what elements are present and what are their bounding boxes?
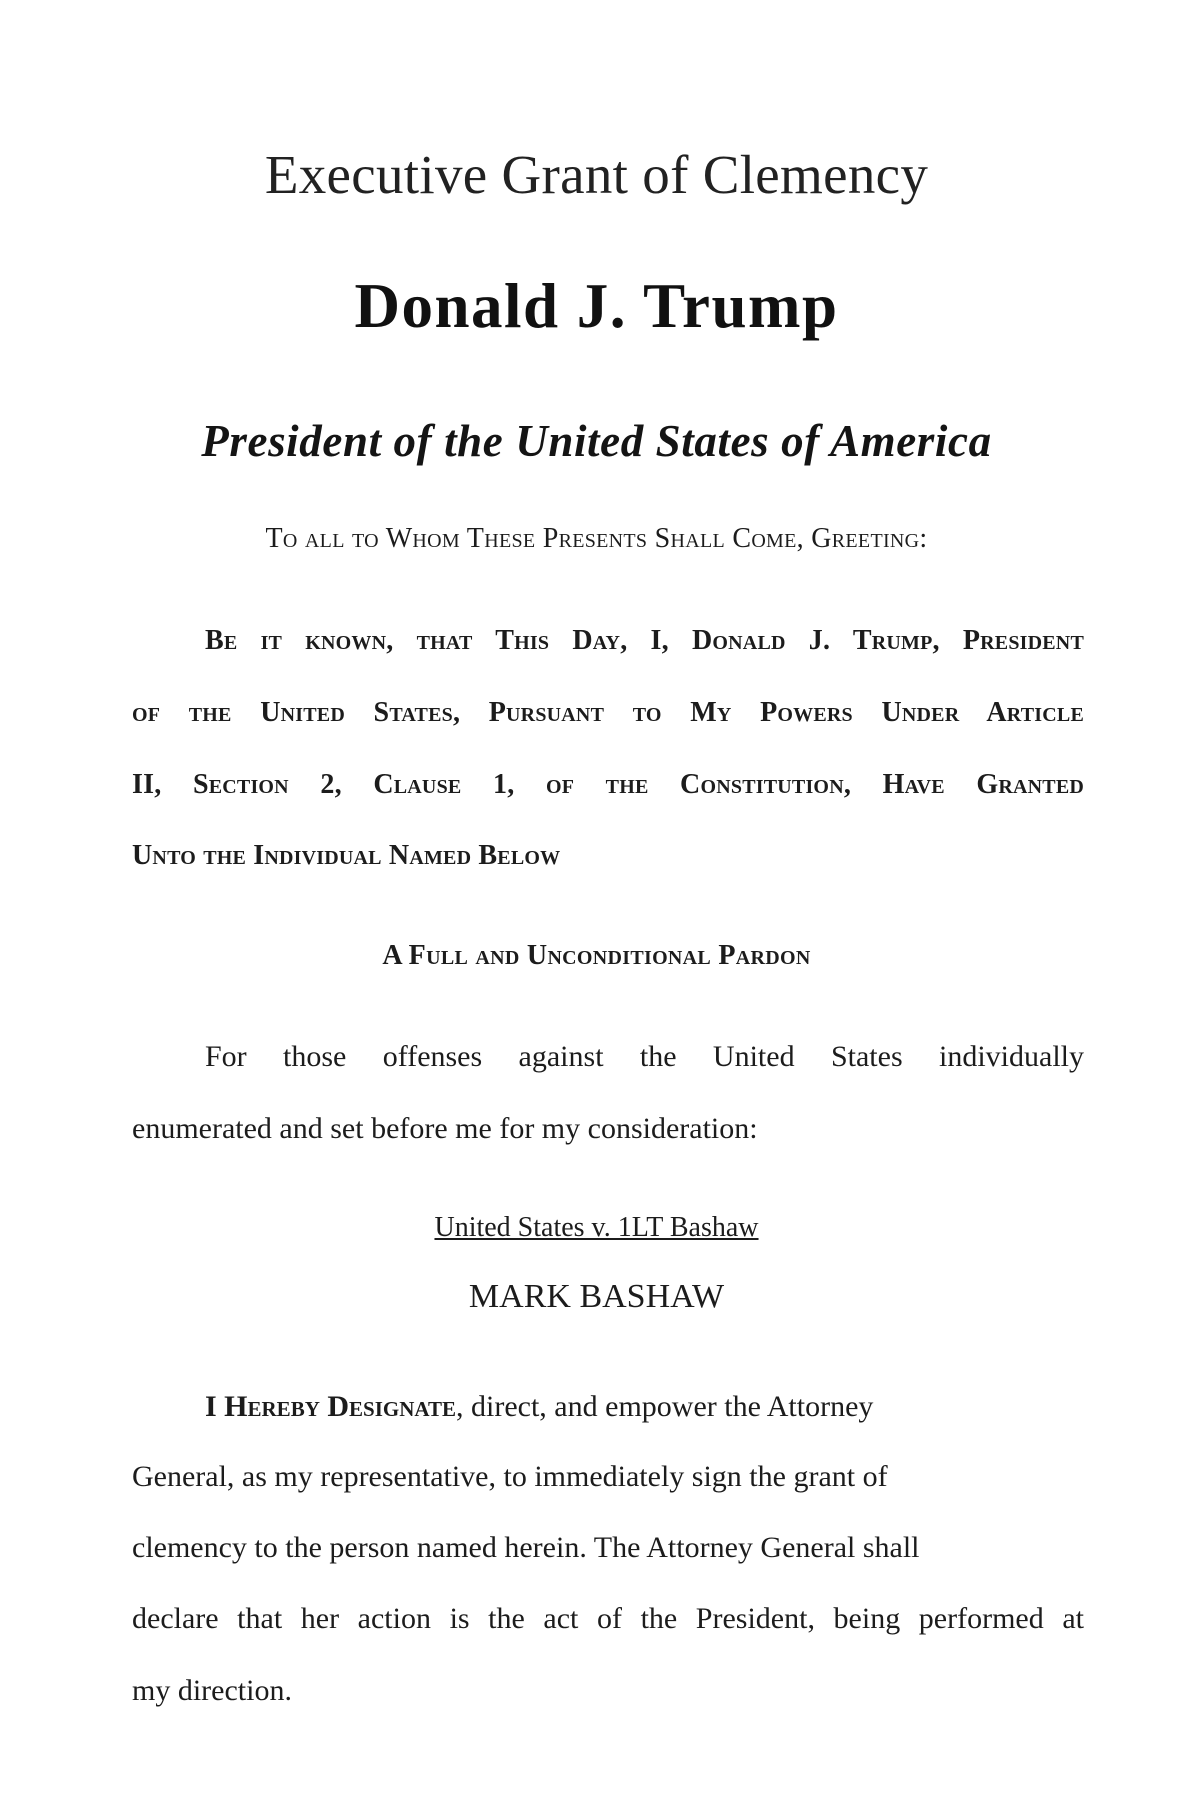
case-name: United States v. 1LT Bashaw bbox=[434, 1212, 759, 1243]
president-name: Donald J. Trump bbox=[354, 271, 839, 341]
designation-line-1 bbox=[205, 1390, 984, 1424]
designation-lead: I Hereby Designate bbox=[205, 1390, 457, 1423]
document-title: Executive Grant of Clemency bbox=[264, 144, 929, 205]
pardon-heading: A Full and Unconditional Pardon bbox=[382, 940, 811, 971]
designation-line-3: clemency to the person named herein. The Attorney General shall bbox=[132, 1531, 920, 1564]
office-title: President of the United States of America bbox=[201, 416, 992, 466]
proclamation-line-4: Unto the Individual Named Below bbox=[132, 840, 561, 871]
designation-line-5: my direction. bbox=[132, 1674, 292, 1707]
designation-line-2: General, as my representative, to immediately sign the grant of bbox=[132, 1460, 888, 1493]
proclamation-line-3: II, Section 2, Clause 1, of the Constitution, Have Granted bbox=[132, 769, 1084, 800]
proclamation-line-2: of the United States, Pursuant to My Powers Under Article bbox=[132, 697, 1084, 728]
proclamation-line-1: Be it known, that This Day, I, Donald J. Trump, President bbox=[205, 625, 1084, 656]
offense-line-2: enumerated and set before me for my consideration: bbox=[132, 1112, 758, 1145]
greeting: To all to Whom These Presents Shall Come, Greeting: bbox=[265, 523, 928, 554]
designation-line-4: declare that her action is the act of the President, being performed at bbox=[132, 1602, 1084, 1635]
person-name: MARK BASHAW bbox=[468, 1278, 725, 1315]
designation-line-1-rest: , direct, and empower the Attorney bbox=[456, 1390, 874, 1423]
offense-line-1: For those offenses against the United States individually bbox=[205, 1040, 1084, 1073]
